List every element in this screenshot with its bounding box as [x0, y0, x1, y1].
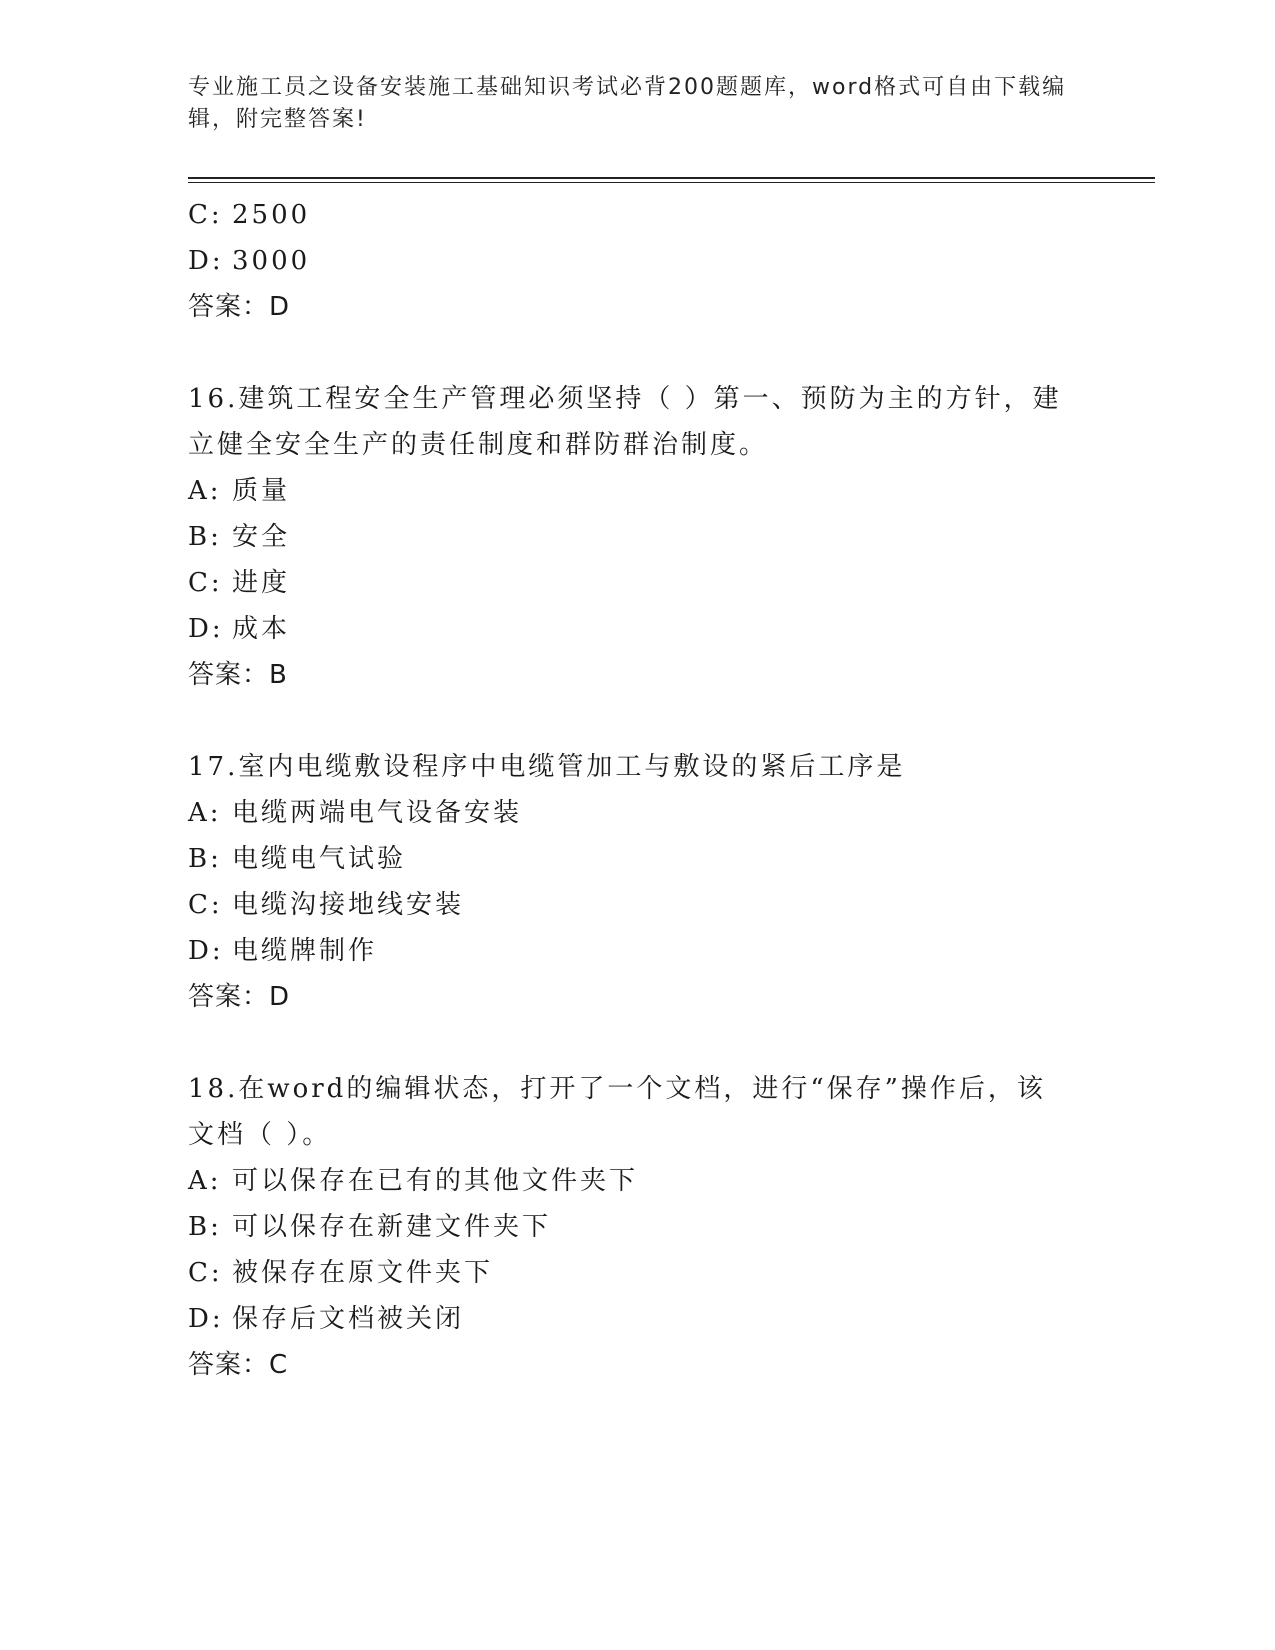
option-line	[188, 514, 1088, 560]
option-line	[188, 882, 1088, 928]
option-text: 电缆牌制作	[232, 936, 378, 966]
option-line	[188, 468, 1088, 514]
option-label: C:	[188, 1258, 223, 1288]
option-line	[188, 1204, 1088, 1250]
option-line	[188, 560, 1088, 606]
option-text: 质量	[232, 476, 291, 506]
option-text: 成本	[232, 614, 291, 644]
option-label: D:	[188, 246, 224, 276]
header-rule-thick	[188, 177, 1155, 179]
option-label: C:	[188, 890, 223, 920]
option-text: 进度	[232, 568, 291, 598]
option-text: 可以保存在已有的其他文件夹下	[232, 1166, 639, 1196]
option-line	[188, 1296, 1088, 1342]
question-stem	[188, 376, 1068, 468]
option-text: 保存后文档被关闭	[232, 1304, 465, 1334]
option-text: 被保存在原文件夹下	[232, 1258, 494, 1288]
option-line	[188, 790, 1088, 836]
question-stem-line: 16.建筑工程安全生产管理必须坚持（ ）第一、预防为主的方针，建	[188, 384, 1062, 414]
question-stem-line: 文档（ ）。	[188, 1120, 332, 1150]
option-line	[188, 238, 1088, 284]
option-line	[188, 928, 1088, 974]
option-label: A:	[188, 1166, 222, 1196]
option-text: 安全	[232, 522, 291, 552]
option-label: D:	[188, 614, 224, 644]
option-label: D:	[188, 936, 224, 966]
option-label: A:	[188, 476, 222, 506]
option-label: B:	[188, 844, 222, 874]
option-text: 电缆两端电气设备安装	[232, 798, 523, 828]
question-stem-line: 18.在word的编辑状态，打开了一个文档，进行“保存”操作后，该	[188, 1074, 1046, 1104]
option-text: 可以保存在新建文件夹下	[232, 1212, 552, 1242]
option-label: B:	[188, 1212, 222, 1242]
option-line	[188, 1158, 1088, 1204]
option-text: 3000	[232, 246, 311, 276]
page-header: 专业施工员之设备安装施工基础知识考试必背200题题库，word格式可自由下载编辑，附完整答案!	[188, 75, 1067, 132]
option-text: 2500	[232, 200, 311, 230]
option-label: D:	[188, 1304, 224, 1334]
option-label: C:	[188, 568, 223, 598]
option-text: 电缆沟接地线安装	[232, 890, 465, 920]
answer-line: 答案：B	[188, 660, 288, 690]
option-label: C:	[188, 200, 223, 230]
question-stem	[188, 1066, 1068, 1158]
answer-line: 答案：C	[188, 1350, 289, 1380]
answer-line: 答案：D	[188, 292, 291, 322]
question-stem	[188, 744, 1068, 790]
question-body	[188, 192, 1088, 1388]
option-line	[188, 836, 1088, 882]
option-text: 电缆电气试验	[232, 844, 407, 874]
option-label: A:	[188, 798, 222, 828]
option-line	[188, 192, 1088, 238]
question-stem-line: 17.室内电缆敷设程序中电缆管加工与敷设的紧后工序是	[188, 752, 906, 782]
answer-line: 答案：D	[188, 982, 291, 1012]
header-rule-thin	[188, 182, 1155, 183]
question-stem-line: 立健全安全生产的责任制度和群防群治制度。	[188, 430, 769, 460]
option-line	[188, 1250, 1088, 1296]
option-label: B:	[188, 522, 222, 552]
option-line	[188, 606, 1088, 652]
